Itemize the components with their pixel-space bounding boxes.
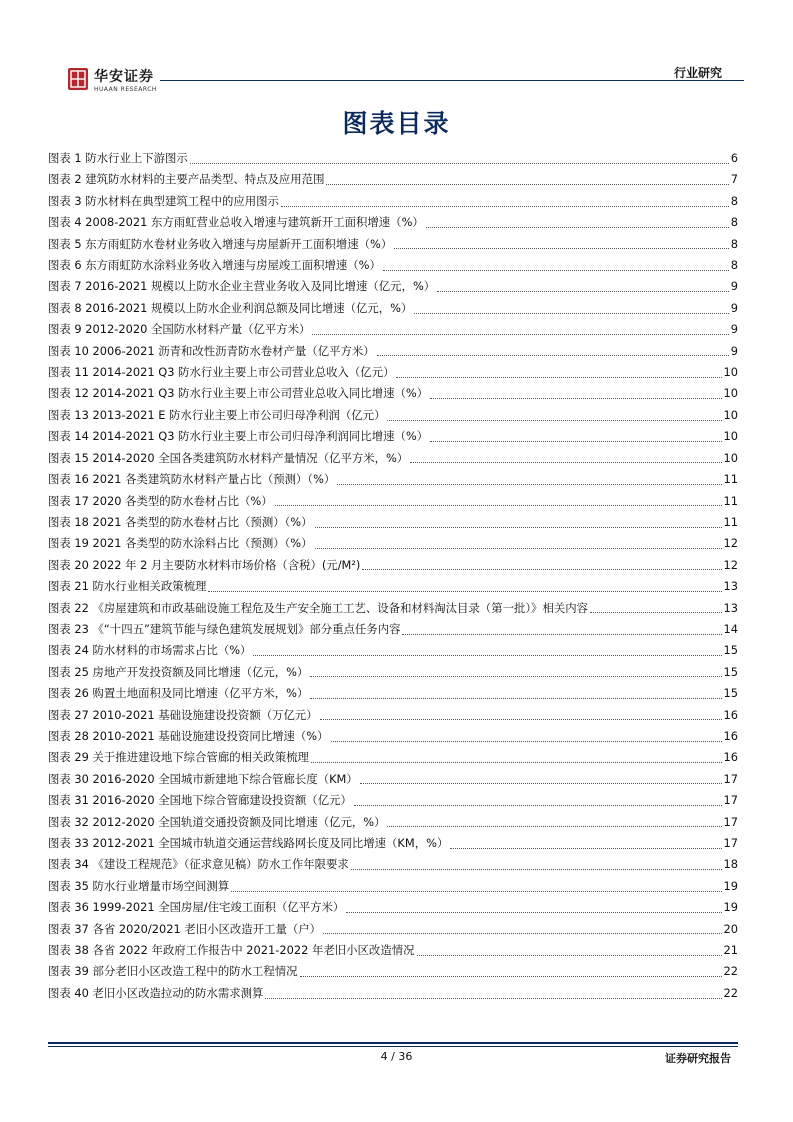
- toc-dot-leader: [323, 932, 721, 934]
- toc-entry-page: 15: [723, 664, 738, 679]
- toc-entry[interactable]: [48, 234, 738, 255]
- toc-dot-leader: [387, 825, 721, 827]
- footer-label: 证券研究报告: [665, 1052, 731, 1065]
- toc-entry[interactable]: [48, 876, 738, 897]
- toc-entry-label: 图表 40 老旧小区改造拉动的防水需求测算: [48, 985, 264, 1000]
- toc-entry[interactable]: [48, 619, 738, 640]
- toc-entry[interactable]: [48, 169, 738, 190]
- toc-entry-page: 14: [723, 621, 738, 636]
- page-title: 图表目录: [342, 109, 451, 138]
- toc-entry-label: 图表 21 防水行业相关政策梳理: [48, 579, 207, 594]
- toc-entry[interactable]: [48, 276, 738, 297]
- toc-entry-page: 13: [723, 600, 738, 615]
- toc-entry-label: 图表 18 2021 各类型的防水卷材占比（预测）（%）: [48, 514, 313, 529]
- toc-entry-page: 9: [730, 322, 738, 337]
- toc-entry-label: 图表 37 各省 2020/2021 老旧小区改造开工量（户）: [48, 921, 322, 936]
- toc-entry-label: 图表 10 2006-2021 沥青和改性沥青防水卷材产量（亿平方米）: [48, 343, 375, 358]
- toc-entry[interactable]: [48, 854, 738, 875]
- toc-entry[interactable]: [48, 726, 738, 747]
- toc-entry-label: 图表 35 防水行业增量市场空间测算: [48, 878, 230, 893]
- toc-entry-label: 图表 17 2020 各类型的防水卷材占比（%）: [48, 493, 273, 508]
- toc-entry-label: 图表 2 建筑防水材料的主要产品类型、特点及应用范围: [48, 172, 325, 187]
- toc-entry-label: 图表 8 2016-2021 规模以上防水企业利润总额及同比增速（亿元，%）: [48, 300, 413, 315]
- toc-entry[interactable]: [48, 897, 738, 918]
- toc-entry-label: 图表 7 2016-2021 规模以上防水企业主营业务收入及同比增速（亿元，%）: [48, 279, 436, 294]
- page-header: [48, 62, 744, 98]
- toc-entry-page: 22: [723, 964, 738, 979]
- toc-entry-label: 图表 24 防水材料的市场需求占比（%）: [48, 643, 252, 658]
- toc-entry-label: 图表 6 东方雨虹防水涂料业务收入增速与房屋竣工面积增速（%）: [48, 258, 381, 273]
- footer-divider-thin: [48, 1046, 738, 1047]
- toc-entry-label: 图表 27 2010-2021 基础设施建设投资额（万亿元）: [48, 707, 318, 722]
- toc-dot-leader: [450, 847, 721, 849]
- toc-entry[interactable]: [48, 533, 738, 554]
- toc-entry-page: 8: [730, 236, 738, 251]
- toc-entry[interactable]: [48, 983, 738, 1004]
- toc-entry-page: 22: [723, 985, 738, 1000]
- toc-entry-page: 11: [723, 493, 738, 508]
- toc-entry[interactable]: [48, 405, 738, 426]
- toc-entry-page: 8: [730, 193, 738, 208]
- toc-entry-label: 图表 15 2014-2020 全国各类建筑防水材料产量情况（亿平方米，%）: [48, 450, 409, 465]
- toc-list: [48, 148, 738, 1004]
- toc-entry-label: 图表 22 《房屋建筑和市政基础设施工程危及生产安全施工工艺、设备和材料淘汰目录（第一批）》相关内容: [48, 600, 589, 615]
- toc-dot-leader: [311, 761, 722, 763]
- toc-entry-label: 图表 36 1999-2021 全国房屋/住宅竣工面积（亿平方米）: [48, 900, 345, 915]
- toc-dot-leader: [331, 740, 722, 742]
- toc-entry-page: 15: [723, 643, 738, 658]
- toc-dot-leader: [430, 440, 721, 442]
- toc-entry[interactable]: [48, 919, 738, 940]
- toc-dot-leader: [351, 868, 722, 870]
- toc-dot-leader: [417, 954, 722, 956]
- toc-entry[interactable]: [48, 940, 738, 961]
- toc-entry-label: 图表 11 2014-2021 Q3 防水行业主要上市公司营业总收入（亿元）: [48, 365, 395, 380]
- toc-entry-page: 17: [723, 836, 738, 850]
- toc-entry-label: 图表 13 2013-2021 E 防水行业主要上市公司归母净利润（亿元）: [48, 407, 386, 422]
- toc-dot-leader: [326, 183, 728, 185]
- toc-entry-label: 图表 32 2012-2020 全国轨道交通投资额及同比增速（亿元，%）: [48, 814, 386, 829]
- toc-entry[interactable]: [48, 555, 738, 576]
- toc-dot-leader: [410, 461, 721, 463]
- header-section-label: 行业研究: [673, 66, 722, 80]
- toc-entry[interactable]: [48, 576, 738, 597]
- toc-dot-leader: [394, 247, 728, 249]
- toc-entry-label: 图表 20 2022 年 2 月主要防水材料市场价格（含税）(元/M²): [48, 557, 361, 572]
- toc-entry-page: 18: [723, 857, 738, 872]
- toc-dot-leader: [208, 590, 721, 592]
- header-divider: [160, 80, 744, 81]
- toc-dot-leader: [346, 911, 721, 913]
- toc-entry-label: 图表 4 2008-2021 东方雨虹营业总收入增速与建筑新开工面积增速（%）: [48, 215, 424, 230]
- toc-entry-page: 15: [723, 686, 738, 701]
- toc-entry-page: 17: [723, 793, 738, 808]
- toc-entry-page: 8: [730, 215, 738, 230]
- toc-dot-leader: [310, 697, 721, 699]
- toc-dot-leader: [360, 782, 722, 784]
- toc-entry-label: 图表 5 东方雨虹防水卷材业务收入增速与房屋新开工面积增速（%）: [48, 236, 393, 251]
- toc-entry-page: 11: [723, 472, 738, 487]
- toc-entry[interactable]: [48, 469, 738, 490]
- toc-entry-page: 13: [723, 579, 738, 594]
- toc-entry[interactable]: [48, 705, 738, 726]
- toc-entry-label: 图表 34 《建设工程规范》（征求意见稿）防水工作年限要求: [48, 857, 349, 872]
- toc-entry[interactable]: [48, 255, 738, 276]
- toc-entry-label: 图表 30 2016-2020 全国城市新建地下综合管廊长度（KM）: [48, 771, 358, 786]
- toc-entry-page: 9: [730, 279, 738, 294]
- toc-entry[interactable]: [48, 812, 738, 833]
- toc-entry-label: 图表 23 《“十四五”建筑节能与绿色建筑发展规划》部分重点任务内容: [48, 621, 401, 636]
- toc-entry-label: 图表 19 2021 各类型的防水涂料占比（预测）（%）: [48, 536, 313, 551]
- toc-dot-leader: [354, 804, 722, 806]
- toc-entry-label: 图表 31 2016-2020 全国地下综合管廊建设投资额（亿元）: [48, 793, 352, 808]
- toc-entry-label: 图表 39 部分老旧小区改造工程中的防水工程情况: [48, 964, 298, 979]
- toc-entry-label: 图表 25 房地产开发投资额及同比增速（亿元，%）: [48, 664, 309, 679]
- toc-entry[interactable]: [48, 383, 738, 404]
- toc-entry[interactable]: [48, 683, 738, 704]
- toc-entry[interactable]: [48, 148, 738, 169]
- toc-entry-page: 8: [730, 258, 738, 273]
- toc-entry-label: 图表 28 2010-2021 基础设施建设投资同比增速（%）: [48, 728, 329, 743]
- toc-entry[interactable]: [48, 212, 738, 233]
- logo-seal-icon: [68, 68, 88, 90]
- toc-entry-label: 图表 29 关于推进建设地下综合管廊的相关政策梳理: [48, 750, 309, 765]
- toc-dot-leader: [430, 397, 721, 399]
- toc-entry-page: 10: [723, 365, 738, 380]
- toc-entry-page: 20: [723, 921, 738, 936]
- toc-entry-label: 图表 16 2021 各类建筑防水材料产量占比（预测）（%）: [48, 472, 336, 487]
- toc-dot-leader: [402, 633, 721, 635]
- toc-dot-leader: [300, 975, 722, 977]
- toc-dot-leader: [414, 312, 728, 314]
- toc-entry[interactable]: [48, 319, 738, 340]
- toc-dot-leader: [320, 718, 722, 720]
- toc-entry[interactable]: [48, 747, 738, 768]
- toc-entry-page: 16: [723, 707, 738, 722]
- page-number: 4 / 36: [380, 1050, 413, 1063]
- toc-dot-leader: [396, 376, 721, 378]
- toc-entry-label: 图表 12 2014-2021 Q3 防水行业主要上市公司营业总收入同比增速（%）: [48, 386, 429, 401]
- toc-entry[interactable]: [48, 833, 738, 854]
- toc-dot-leader: [253, 654, 721, 656]
- toc-entry-page: 17: [723, 814, 738, 829]
- toc-entry[interactable]: [48, 512, 738, 533]
- toc-dot-leader: [312, 333, 728, 335]
- toc-entry-page: 16: [723, 750, 738, 765]
- toc-entry[interactable]: [48, 769, 738, 790]
- toc-entry-page: 17: [723, 771, 738, 786]
- toc-entry-label: 图表 38 各省 2022 年政府工作报告中 2021-2022 年老旧小区改造情况: [48, 943, 415, 958]
- toc-entry-label: 图表 33 2012-2021 全国城市轨道交通运营线路网长度及同比增速（KM，%）: [48, 836, 449, 850]
- toc-dot-leader: [437, 290, 729, 292]
- toc-dot-leader: [315, 547, 722, 549]
- toc-dot-leader: [426, 226, 729, 228]
- toc-dot-leader: [275, 504, 722, 506]
- toc-dot-leader: [310, 675, 721, 677]
- toc-entry-page: 12: [723, 557, 738, 572]
- toc-entry[interactable]: [48, 298, 738, 319]
- toc-entry-page: 19: [723, 878, 738, 893]
- toc-dot-leader: [362, 568, 721, 570]
- toc-entry[interactable]: [48, 961, 738, 982]
- toc-entry[interactable]: [48, 491, 738, 512]
- toc-entry-page: 21: [723, 943, 738, 958]
- toc-entry-page: 9: [730, 343, 738, 358]
- toc-entry[interactable]: [48, 640, 738, 661]
- toc-entry-page: 10: [723, 429, 738, 444]
- toc-dot-leader: [590, 611, 721, 613]
- toc-entry[interactable]: [48, 662, 738, 683]
- toc-entry-page: 10: [723, 386, 738, 401]
- toc-entry[interactable]: [48, 598, 738, 619]
- toc-dot-leader: [387, 419, 721, 421]
- toc-entry-label: 图表 1 防水行业上下游图示: [48, 151, 188, 165]
- toc-entry[interactable]: [48, 362, 738, 383]
- toc-entry-label: 图表 9 2012-2020 全国防水材料产量（亿平方米）: [48, 322, 311, 337]
- toc-entry[interactable]: [48, 191, 738, 212]
- logo-text: 华安证券: [94, 69, 154, 85]
- toc-entry-page: 10: [723, 407, 738, 422]
- toc-dot-leader: [383, 269, 729, 271]
- toc-entry[interactable]: [48, 426, 738, 447]
- toc-dot-leader: [315, 526, 722, 528]
- toc-entry-page: 16: [723, 728, 738, 743]
- toc-entry-page: 19: [723, 900, 738, 915]
- footer-divider: [48, 1042, 738, 1044]
- toc-entry-page: 11: [723, 514, 738, 529]
- toc-dot-leader: [265, 997, 721, 999]
- logo-subtext: HUAAN RESEARCH: [94, 86, 157, 93]
- toc-entry[interactable]: [48, 790, 738, 811]
- toc-dot-leader: [337, 483, 721, 485]
- toc-entry-label: 图表 3 防水材料在典型建筑工程中的应用图示: [48, 193, 279, 208]
- toc-entry-label: 图表 14 2014-2021 Q3 防水行业主要上市公司归母净利润同比增速（%）: [48, 429, 429, 444]
- toc-entry-page: 6: [730, 151, 738, 165]
- toc-dot-leader: [231, 890, 721, 892]
- toc-entry-label: 图表 26 购置土地面积及同比增速（亿平方米，%）: [48, 686, 309, 701]
- toc-dot-leader: [190, 162, 729, 164]
- toc-dot-leader: [377, 354, 729, 356]
- toc-entry-page: 10: [723, 450, 738, 465]
- toc-entry-page: 9: [730, 300, 738, 315]
- toc-entry[interactable]: [48, 448, 738, 469]
- toc-dot-leader: [281, 205, 729, 207]
- toc-entry-page: 12: [723, 536, 738, 551]
- toc-entry-page: 7: [730, 172, 738, 187]
- toc-entry[interactable]: [48, 341, 738, 362]
